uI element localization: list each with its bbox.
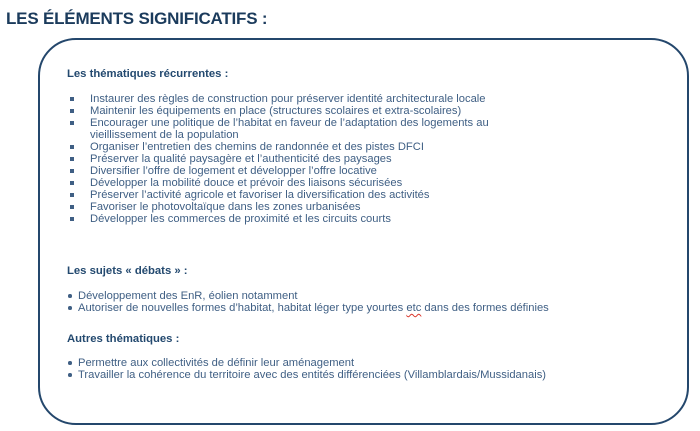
square-bullet-icon: [70, 121, 74, 125]
dot-bullet-icon: [68, 306, 72, 310]
recurring-themes-heading: Les thématiques récurrentes :: [67, 68, 229, 80]
list-item: Travailler la cohérence du territoire avec des entités différenciées (Villamblardais/Mussidanais): [67, 369, 546, 381]
list-item: Développement des EnR, éolien notamment: [67, 290, 549, 302]
debate-topics-list: [67, 290, 549, 314]
list-item: Instaurer des règles de construction pour préserver identité architecturale locale: [67, 93, 489, 105]
list-item: Favoriser le photovoltaïque dans les zones urbanisées: [67, 201, 489, 213]
other-themes-list: [67, 357, 546, 381]
list-item: Organiser l’entretien des chemins de randonnée et des pistes DFCI: [67, 141, 489, 153]
list-item: Autoriser de nouvelles formes d’habitat, habitat léger type yourtes etc dans des formes définies: [67, 302, 549, 314]
dot-bullet-icon: [68, 294, 72, 298]
square-bullet-icon: [70, 181, 74, 185]
page-title: LES ÉLÉMENTS SIGNIFICATIFS :: [6, 9, 268, 28]
square-bullet-icon: [70, 205, 74, 209]
list-item: Développer la mobilité douce et prévoir des liaisons sécurisées: [67, 177, 489, 189]
dot-bullet-icon: [68, 361, 72, 365]
other-themes-heading: Autres thématiques :: [67, 333, 180, 345]
dot-bullet-icon: [68, 373, 72, 377]
list-item: Encourager une politique de l’habitat en faveur de l’adaptation des logements au vieillissement de la population: [67, 117, 489, 141]
square-bullet-icon: [70, 193, 74, 197]
recurring-themes-list: [67, 93, 489, 225]
square-bullet-icon: [70, 109, 74, 113]
flagged-word: etc: [406, 302, 422, 314]
square-bullet-icon: [70, 145, 74, 149]
debate-topics-heading: Les sujets « débats » :: [67, 265, 188, 277]
list-item: Permettre aux collectivités de définir leur aménagement: [67, 357, 546, 369]
list-item: Développer les commerces de proximité et les circuits courts: [67, 213, 489, 225]
square-bullet-icon: [70, 157, 74, 161]
list-item: Diversifier l’offre de logement et développer l’offre locative: [67, 165, 489, 177]
square-bullet-icon: [70, 217, 74, 221]
square-bullet-icon: [70, 169, 74, 173]
list-item: Maintenir les équipements en place (structures scolaires et extra-scolaires): [67, 105, 489, 117]
list-item: Préserver la qualité paysagère et l’authenticité des paysages: [67, 153, 489, 165]
square-bullet-icon: [70, 97, 74, 101]
list-item: Préserver l’activité agricole et favoriser la diversification des activités: [67, 189, 489, 201]
